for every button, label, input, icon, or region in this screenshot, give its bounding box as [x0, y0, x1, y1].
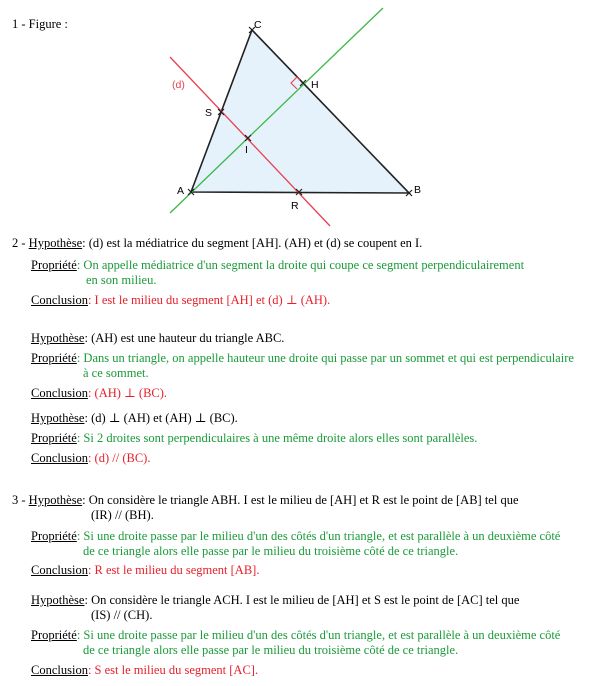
section3-number: 3 -: [12, 493, 29, 507]
hypothesis-text: : On considère le triangle ABH. I est le milieu de [AH] et R est le point de [AB] tel que: [82, 493, 519, 507]
property-text: : Si 2 droites sont perpendiculaires à une même droite alors elles sont parallèles.: [76, 431, 478, 445]
conclusion-3: [31, 451, 150, 466]
triangle-fill: [191, 30, 409, 193]
hypothesis-text: : (d) ⊥ (AH) et (AH) ⊥ (BC).: [84, 411, 238, 425]
hypothesis-label: Hypothèse: [31, 411, 85, 425]
conclusion-label: Conclusion: [31, 293, 88, 307]
section2-number: 2 -: [12, 236, 29, 250]
hypothesis-label: Hypothèse: [31, 593, 85, 607]
section3-hypothesis-2: [31, 593, 519, 608]
section3-hypothesis-1: [12, 493, 519, 508]
property-3: [31, 431, 477, 446]
property-text-continued: en son milieu.: [86, 273, 157, 287]
property-text-continued: de ce triangle alors elle passe par le milieu du troisième côté de ce triangle.: [83, 643, 459, 657]
conclusion-4: [31, 563, 259, 578]
hypothesis-text: : (d) est la médiatrice du segment [AH]. (AH) et (d) se coupent en I.: [82, 236, 423, 250]
property-4: [31, 529, 560, 544]
label-b: B: [414, 184, 422, 196]
geometry-figure: [0, 0, 600, 240]
conclusion-5: [31, 663, 258, 678]
property-label: Propriété: [31, 431, 77, 445]
property-text-continued: à ce sommet.: [83, 366, 149, 380]
hypothesis-text-continued: (IS) // (CH).: [91, 608, 153, 622]
conclusion-label: Conclusion: [31, 563, 88, 577]
label-i: I: [245, 144, 248, 156]
property-text: : Si une droite passe par le milieu d'un des côtés d'un triangle, et est parallèle à un deuxième côté: [76, 529, 561, 543]
property-1: [31, 258, 524, 273]
label-a: A: [177, 185, 185, 197]
property-label: Propriété: [31, 628, 77, 642]
hypothesis-text-continued: (IR) // (BH).: [91, 508, 154, 522]
property-5: [31, 628, 560, 643]
hypothesis-text: : (AH) est une hauteur du triangle ABC.: [84, 331, 285, 345]
property-2: [31, 351, 574, 366]
conclusion-text: : R est le milieu du segment [AB].: [87, 563, 260, 577]
section2-hypothesis-2: [31, 331, 284, 346]
property-label: Propriété: [31, 258, 77, 272]
hypothesis-label: Hypothèse: [28, 236, 83, 250]
conclusion-label: Conclusion: [31, 663, 88, 677]
conclusion-text: : S est le milieu du segment [AC].: [87, 663, 259, 677]
section2-hypothesis-3: [31, 411, 238, 426]
hypothesis-label: Hypothèse: [28, 493, 83, 507]
label-r: R: [291, 200, 299, 212]
conclusion-label: Conclusion: [31, 451, 88, 465]
label-h: H: [311, 79, 319, 91]
conclusion-label: Conclusion: [31, 386, 88, 400]
label-d: (d): [172, 79, 185, 91]
section2-hypothesis-1: [12, 236, 422, 251]
label-c: C: [254, 19, 262, 31]
property-label: Propriété: [31, 351, 77, 365]
property-text: : Dans un triangle, on appelle hauteur une droite qui passe par un sommet et qui est perpendiculaire: [76, 351, 574, 365]
hypothesis-label: Hypothèse: [31, 331, 85, 345]
conclusion-text: : (d) // (BC).: [87, 451, 151, 465]
hypothesis-text: : On considère le triangle ACH. I est le milieu de [AH] et S est le point de [AC] tel que: [84, 593, 520, 607]
property-text-continued: de ce triangle alors elle passe par le milieu du troisième côté de ce triangle.: [83, 544, 459, 558]
section1-heading: 1 - Figure :: [12, 17, 68, 31]
conclusion-2: [31, 386, 167, 401]
property-text: : Si une droite passe par le milieu d'un des côtés d'un triangle, et est parallèle à un deuxième côté: [76, 628, 561, 642]
conclusion-1: [31, 293, 330, 308]
property-label: Propriété: [31, 529, 77, 543]
label-s: S: [205, 107, 213, 119]
property-text: : On appelle médiatrice d'un segment la droite qui coupe ce segment perpendiculairement: [76, 258, 525, 272]
conclusion-text: : (AH) ⊥ (BC).: [87, 386, 168, 400]
conclusion-text: : I est le milieu du segment [AH] et (d) ⊥ (AH).: [87, 293, 331, 307]
